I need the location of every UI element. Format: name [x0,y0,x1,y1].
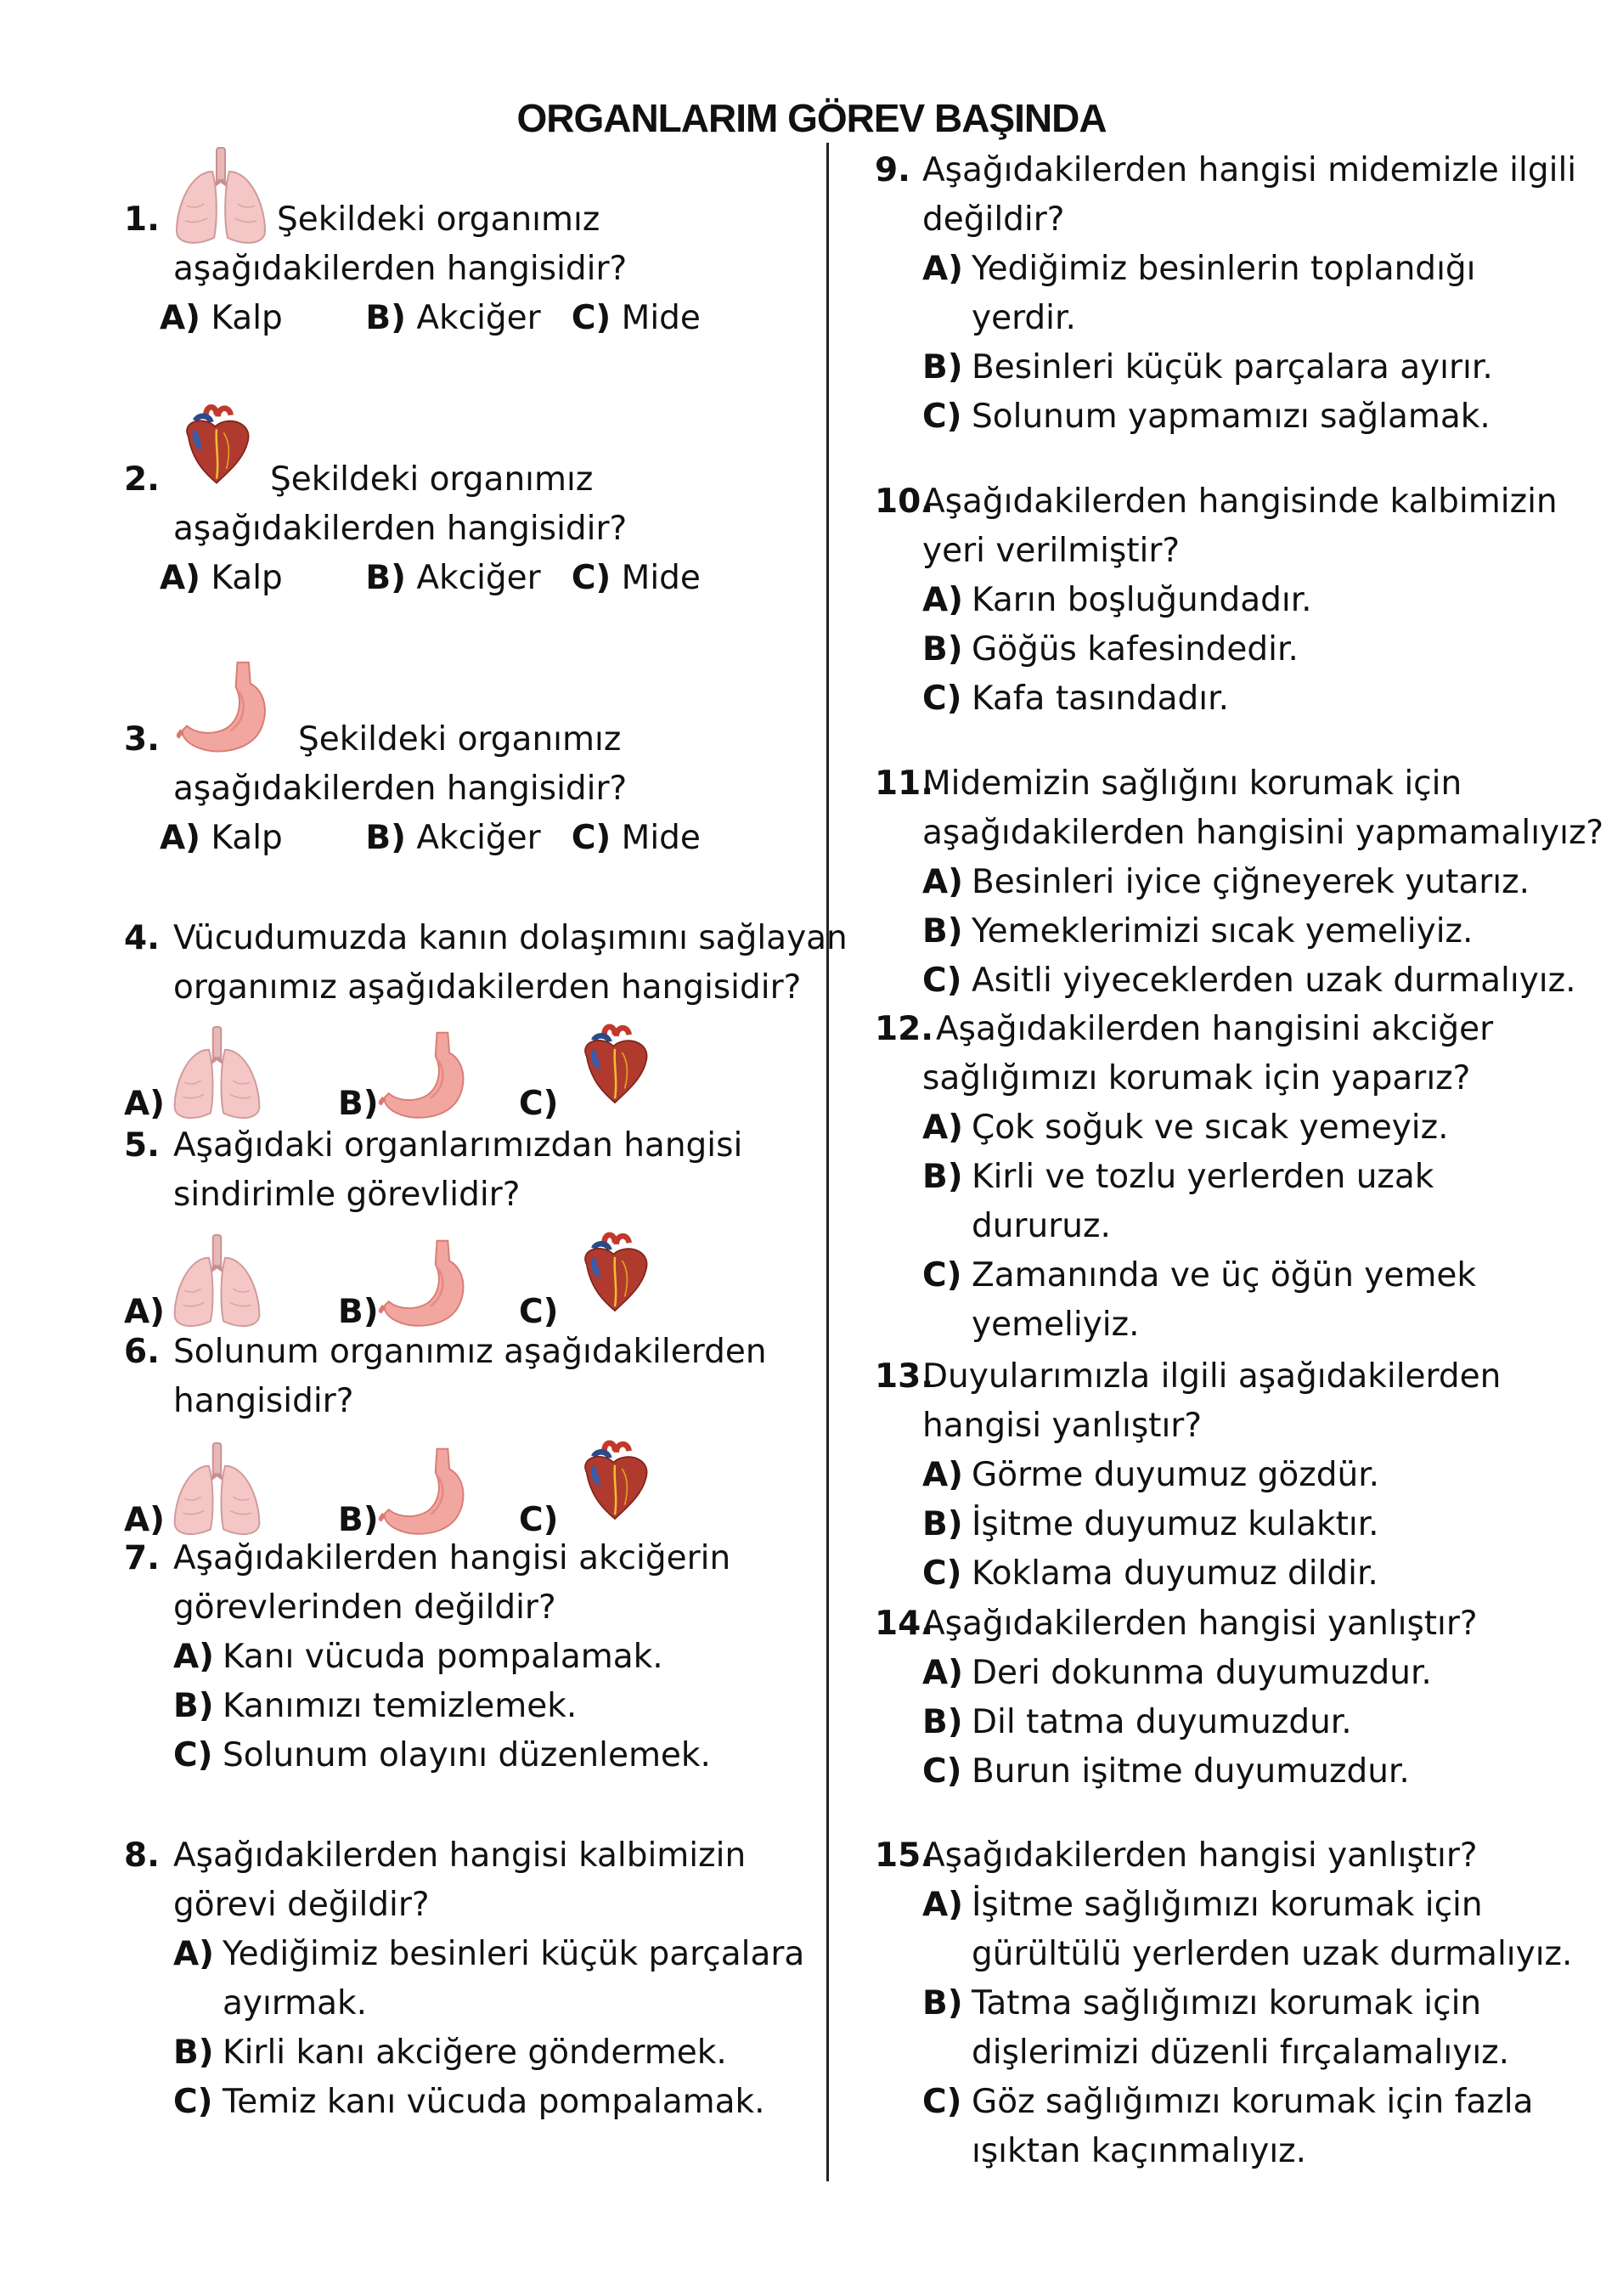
option-letter: C) [173,2083,213,2121]
option-b[interactable] [365,814,561,863]
question-number: 4. [124,919,160,957]
option-c[interactable] [572,294,701,343]
question-text: Duyularımızla ilgili aşağıdakilerden [922,1357,1502,1396]
option-c[interactable] [922,674,1605,724]
option-a[interactable] [922,1103,1605,1153]
option-a[interactable] [160,554,355,603]
question-number: 15. [875,1836,934,1875]
question-text: Şekildeki organımız [298,720,622,759]
stomach-image [379,1030,476,1123]
option-a[interactable]: A) [124,1085,166,1123]
option-letter: B) [365,819,406,857]
column-divider [826,143,829,2181]
question-2 [124,455,803,603]
option-c[interactable] [173,1731,820,1780]
option-text: Kalp [211,299,283,337]
option-text-continued: dururuz. [972,1207,1111,1245]
option-letter: B) [922,1703,963,1741]
option-b[interactable] [922,1153,1605,1251]
option-text: Yemeklerimizi sıcak yemeliyiz. [972,912,1474,951]
option-c[interactable] [572,554,701,603]
option-letter: C) [922,1752,962,1791]
option-a[interactable] [922,1881,1614,1979]
option-letter: A) [922,581,964,619]
question-text: Aşağıdakilerden hangisinde kalbimizin [922,482,1558,521]
picture-options-5 [124,1221,735,1331]
question-text: Aşağıdakilerden hangisi akciğerin [173,1539,731,1577]
option-a[interactable] [922,1649,1605,1698]
question-number: 7. [124,1539,160,1577]
option-text: Çok soğuk ve sıcak yemeyiz. [972,1109,1449,1147]
picture-options-6 [124,1429,735,1539]
option-text-continued: yerdir. [972,299,1076,337]
question-text: görevlerinden değildir? [173,1588,556,1627]
stomach-image [379,1446,476,1539]
question-text: Şekildeki organımız [270,460,594,499]
question-number: 2. [124,460,160,499]
question-text: Aşağıdaki organlarımızdan hangisi [173,1126,743,1165]
option-letter: B) [922,912,963,951]
option-letter: A) [173,1935,215,1973]
stomach-image [379,1238,476,1331]
option-b[interactable] [922,625,1605,674]
option-letter: C) [922,962,962,1000]
question-number: 10. [875,482,934,521]
option-b[interactable] [922,1500,1605,1549]
question-9 [875,146,1605,442]
option-letter: A) [173,1638,215,1676]
option-letter: B) [922,630,963,668]
question-text: hangisi yanlıştır? [922,1407,1203,1445]
option-letter: C) [922,680,962,718]
option-c[interactable] [572,814,701,863]
option-letter: C) [922,2083,962,2121]
option-b[interactable] [922,907,1614,956]
option-text: Burun işitme duyumuzdur. [972,1752,1410,1791]
heart-image [572,1010,657,1116]
question-text: görevi değildir? [173,1886,430,1924]
option-text: Görme duyumuz gözdür. [972,1456,1380,1494]
question-text: değildir? [922,200,1065,239]
option-b[interactable] [922,343,1605,392]
question-number: 3. [124,720,160,759]
option-letter: A) [922,250,964,288]
heart-image [572,1218,657,1324]
option-b[interactable]: B) [338,1293,379,1331]
question-text: sağlığımızı korumak için yaparız? [922,1059,1471,1097]
option-a[interactable] [922,576,1605,625]
option-text: Akciğer [416,559,541,597]
question-text: aşağıdakilerden hangisidir? [173,510,628,548]
option-text-continued: gürültülü yerlerden uzak durmalıyız. [972,1935,1573,1973]
option-text: Asitli yiyeceklerden uzak durmalıyız. [972,962,1576,1000]
option-letter: B) [173,2034,214,2072]
option-text: İşitme duyumuz kulaktır. [972,1505,1379,1543]
option-letter: B) [922,1984,963,2022]
option-text: Mide [621,819,701,857]
question-15 [875,1831,1614,2176]
option-b[interactable] [922,1698,1605,1747]
option-letter: A) [922,863,964,901]
question-text: yeri verilmiştir? [922,532,1181,570]
question-13 [875,1352,1605,1599]
question-text: organımız aşağıdakilerden hangisidir? [173,968,802,1007]
lungs-image [168,1441,266,1539]
question-10 [875,477,1605,724]
question-7 [124,1534,820,1780]
option-a[interactable]: A) [124,1293,166,1331]
option-c[interactable] [922,956,1614,1006]
option-text: Akciğer [416,299,541,337]
option-b[interactable] [922,1979,1614,2078]
option-a[interactable] [173,1930,820,2028]
option-text: Kalp [211,559,283,597]
option-b[interactable]: B) [338,1085,379,1123]
option-a[interactable] [922,1451,1605,1500]
option-c[interactable] [922,1549,1605,1599]
option-a[interactable] [160,814,355,863]
page-title: ORGANLARIM GÖREV BAŞINDA [516,96,1107,140]
option-letter: C) [571,559,611,597]
question-number: 9. [875,151,910,189]
question-text: aşağıdakilerden hangisini yapmamalıyız? [922,814,1604,852]
option-b[interactable] [173,2028,820,2078]
option-a[interactable] [160,294,355,343]
option-c[interactable] [922,2078,1614,2176]
question-text: aşağıdakilerden hangisidir? [173,770,628,808]
lungs-image [168,1025,266,1123]
option-b[interactable] [173,1682,820,1731]
question-8 [124,1831,820,2127]
option-text: Mide [621,559,701,597]
option-a[interactable] [922,858,1614,907]
option-text-continued: dişlerimizi düzenli fırçalamalıyız. [972,2034,1510,2072]
question-1 [124,195,803,343]
option-c[interactable] [173,2078,820,2127]
option-text: Kirli kanı akciğere göndermek. [223,2034,727,2072]
option-text-continued: ayırmak. [223,1984,368,2022]
option-a[interactable] [922,245,1605,343]
question-5 [124,1121,820,1220]
option-letter: C) [922,1554,962,1593]
question-number: 8. [124,1836,160,1875]
question-number: 13. [875,1357,934,1396]
option-a[interactable] [173,1633,820,1682]
option-letter: B) [365,299,406,337]
option-text: Solunum yapmamızı sağlamak. [972,398,1491,436]
picture-options-4 [124,1013,735,1123]
option-letter: A) [160,559,201,597]
question-4 [124,914,848,1013]
option-text: Kanı vücuda pompalamak. [223,1638,663,1676]
option-letter: B) [365,559,406,597]
option-letter: C) [173,1736,213,1774]
option-text: Deri dokunma duyumuzdur. [972,1654,1432,1692]
option-letter: A) [160,299,201,337]
question-text: Solunum organımız aşağıdakilerden [173,1333,767,1371]
question-number: 5. [124,1126,160,1165]
option-text: Kafa tasındadır. [972,680,1229,718]
lungs-image [168,1233,266,1331]
option-letter: C) [571,819,611,857]
question-number: 14. [875,1605,934,1643]
question-number: 1. [124,200,160,239]
option-text: Göğüs kafesindedir. [972,630,1299,668]
option-b[interactable]: B) [338,1501,379,1539]
option-text: Temiz kanı vücuda pompalamak. [223,2083,765,2121]
question-text: Şekildeki organımız [277,200,600,239]
question-11 [875,759,1614,1006]
option-letter: A) [922,1109,964,1147]
option-text: Yediğimiz besinleri küçük parçalara [223,1935,805,1973]
option-letter: B) [922,1158,963,1196]
option-text: Dil tatma duyumuzdur. [972,1703,1352,1741]
option-text: Mide [621,299,701,337]
option-text: Kanımızı temizlemek. [223,1687,578,1725]
question-text: aşağıdakilerden hangisidir? [173,250,628,288]
option-c[interactable]: C) [519,1293,559,1331]
question-number: 6. [124,1333,160,1371]
option-letter: A) [922,1654,964,1692]
option-letter: C) [571,299,611,337]
option-text-continued: yemeliyiz. [972,1306,1140,1344]
option-text-continued: ışıktan kaçınmalıyız. [972,2132,1307,2170]
option-text: Solunum olayını düzenlemek. [223,1736,711,1774]
question-text: Aşağıdakilerden hangisi yanlıştır? [922,1836,1478,1875]
question-text: Midemizin sağlığını korumak için [922,764,1462,803]
option-letter: B) [922,1505,963,1543]
option-letter: A) [922,1456,964,1494]
question-14 [875,1599,1605,1797]
option-b[interactable] [365,294,561,343]
question-number: 11. [875,764,934,803]
question-6 [124,1328,820,1426]
question-text: Aşağıdakilerden hangisi kalbimizin [173,1836,747,1875]
option-letter: B) [922,348,963,386]
option-c[interactable] [922,1251,1605,1350]
option-b[interactable] [365,554,561,603]
option-text: Zamanında ve üç öğün yemek [972,1256,1476,1295]
option-text: Yediğimiz besinlerin toplandığı [972,250,1476,288]
option-text: Tatma sağlığımızı korumak için [972,1984,1482,2022]
question-text: sindirimle görevlidir? [173,1176,521,1214]
option-text: Göz sağlığımızı korumak için fazla [972,2083,1534,2121]
question-12 [875,1005,1605,1350]
option-c[interactable] [922,1747,1605,1797]
option-letter: A) [160,819,201,857]
option-text: Kirli ve tozlu yerlerden uzak [972,1158,1434,1196]
option-text: Kalp [211,819,283,857]
option-text: Besinleri küçük parçalara ayırır. [972,348,1493,386]
option-text: Akciğer [416,819,541,857]
option-text: İşitme sağlığımızı korumak için [972,1886,1483,1924]
option-a[interactable]: A) [124,1501,166,1539]
question-number: 12. [875,1010,934,1048]
question-text: hangisidir? [173,1382,354,1420]
question-text: Aşağıdakilerden hangisi yanlıştır? [922,1605,1478,1643]
question-text: Aşağıdakilerden hangisini akciğer [936,1010,1494,1048]
question-3 [124,715,803,863]
option-text: Koklama duyumuz dildir. [972,1554,1378,1593]
option-letter: B) [173,1687,214,1725]
question-text: Aşağıdakilerden hangisi midemizle ilgili [922,151,1577,189]
option-c[interactable]: C) [519,1501,559,1539]
option-c[interactable] [922,392,1605,442]
option-text: Karın boşluğundadır. [972,581,1312,619]
option-c[interactable]: C) [519,1085,559,1123]
option-letter: C) [922,398,962,436]
question-text: Vücudumuzda kanın dolaşımını sağlayan [173,919,848,957]
option-text: Besinleri iyice çiğneyerek yutarız. [972,863,1530,901]
option-letter: A) [922,1886,964,1924]
heart-image [572,1426,657,1532]
option-letter: C) [922,1256,962,1295]
